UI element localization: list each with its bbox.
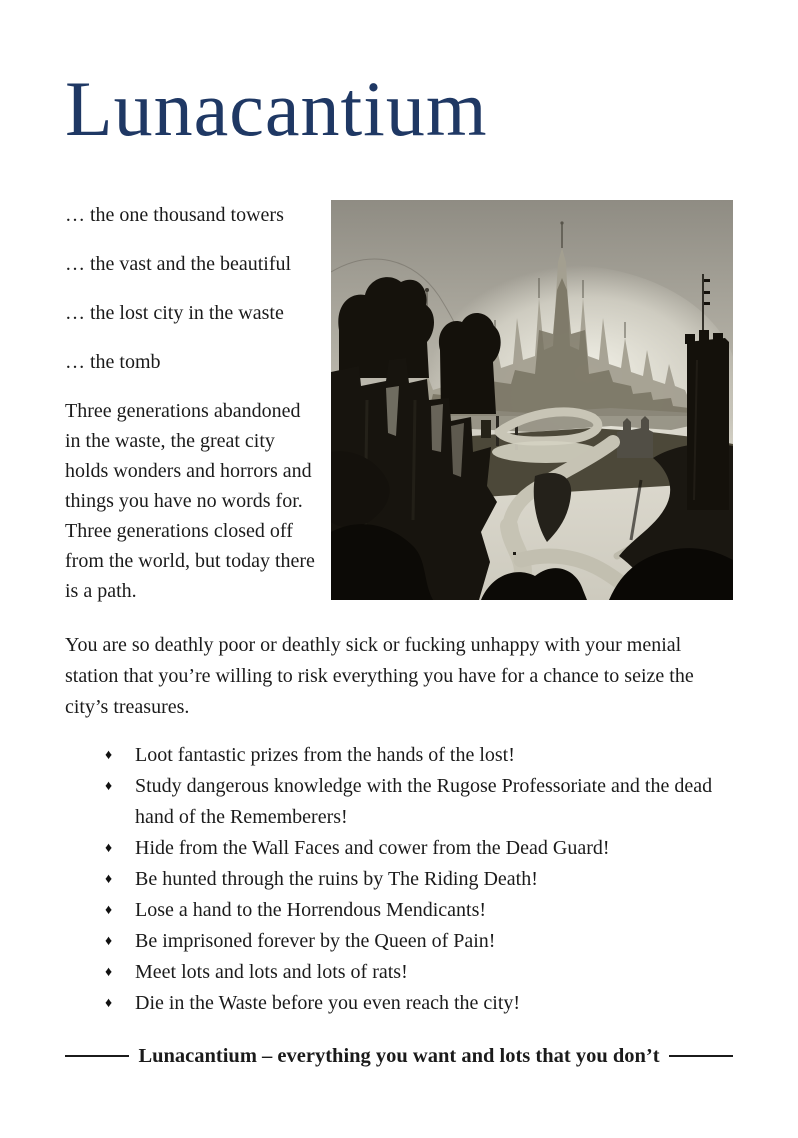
two-column-block (65, 200, 733, 606)
bullet-text: Be hunted through the ruins by The Riding Death! (135, 867, 538, 890)
bullet-text: Lose a hand to the Horrendous Mendicants! (135, 898, 487, 921)
city-illustration-svg (331, 200, 733, 600)
bullet-text: Die in the Waste before you even reach the city! (135, 991, 521, 1014)
left-text-column (65, 200, 319, 606)
bullet-list (65, 740, 733, 1019)
diamond-bullet-icon: ♦ (105, 778, 113, 794)
diamond-bullet-icon: ♦ (105, 964, 113, 980)
footer-rule-right (669, 1055, 733, 1057)
footer-tagline: Lunacantium – everything you want and lots that you don’t (138, 1044, 660, 1067)
diamond-bullet-icon: ♦ (105, 871, 113, 887)
footer-rule-left (65, 1055, 129, 1057)
bullet-item (105, 864, 733, 895)
tagline-line: … the vast and the beautiful (65, 252, 292, 275)
bullet-item (105, 833, 733, 864)
bullet-item (105, 740, 733, 771)
bullet-text: Be imprisoned forever by the Queen of Pain! (135, 929, 496, 952)
pitch-paragraph: You are so deathly poor or deathly sick or fucking unhappy with your menial station that you’re willing to risk everything you have for a chance to seize the city’s treasures. (65, 633, 694, 718)
bullet-text: Loot fantastic prizes from the hands of the lost! (135, 743, 515, 766)
tagline-line: … the lost city in the waste (65, 301, 284, 324)
bullet-item (105, 926, 733, 957)
diamond-bullet-icon: ♦ (105, 933, 113, 949)
diamond-bullet-icon: ♦ (105, 747, 113, 763)
tagline-line: … the one thousand towers (65, 203, 284, 226)
tagline-line: … the tomb (65, 350, 161, 373)
diamond-bullet-icon: ♦ (105, 995, 113, 1011)
bullet-item (105, 895, 733, 926)
diamond-bullet-icon: ♦ (105, 840, 113, 856)
bullet-item (105, 771, 733, 833)
footer (65, 1045, 733, 1068)
bullet-text: Study dangerous knowledge with the Rugose Professoriate and the dead hand of the Rememberers! (135, 774, 713, 828)
diamond-bullet-icon: ♦ (105, 902, 113, 918)
city-illustration (331, 200, 733, 600)
lead-paragraph: Three generations abandoned in the waste, the great city holds wonders and horrors and things you have no words for. Three generations closed off from the world, but today there is a path. (65, 399, 315, 602)
page-title: Lunacantium (65, 65, 488, 152)
bullet-text: Hide from the Wall Faces and cower from the Dead Guard! (135, 836, 610, 859)
bullet-item (105, 988, 733, 1019)
bullet-item (105, 957, 733, 988)
bullet-text: Meet lots and lots and lots of rats! (135, 960, 408, 983)
